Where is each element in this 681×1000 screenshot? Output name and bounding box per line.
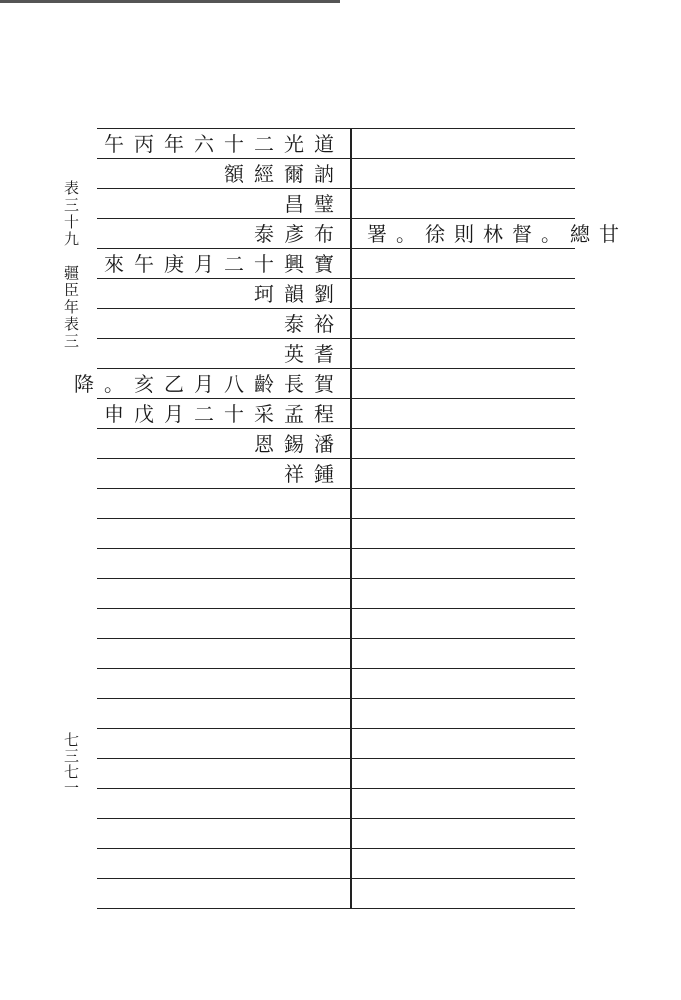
right-cell (352, 789, 575, 818)
left-cell (97, 609, 350, 638)
right-cell (352, 219, 628, 248)
table-row (97, 788, 575, 818)
table-row (97, 188, 575, 218)
left-cell (97, 309, 350, 338)
right-cell (352, 519, 575, 548)
left-cell (97, 129, 350, 158)
right-cell (352, 429, 575, 458)
left-cell (97, 399, 350, 428)
left-cell (97, 639, 350, 668)
left-cell (97, 279, 350, 308)
table-row (97, 548, 575, 578)
official-entry: 午丙年六十二光道 (104, 132, 344, 156)
official-entry: 泰彥布 (254, 222, 344, 246)
table-row (97, 518, 575, 548)
official-entry: 英耆 (284, 342, 344, 366)
left-cell (97, 549, 350, 578)
official-entry: 泰裕 (284, 312, 344, 336)
table-row (97, 308, 575, 338)
top-border-rule (0, 0, 340, 3)
table-row (97, 668, 575, 698)
left-cell (97, 789, 350, 818)
left-cell (97, 879, 350, 908)
left-cell (97, 519, 350, 548)
right-cell (352, 399, 575, 428)
right-cell (352, 849, 575, 878)
right-cell (352, 489, 575, 518)
left-cell (97, 819, 350, 848)
table-row (97, 848, 575, 878)
official-entry: 來午庚月二十興寶 (104, 252, 344, 276)
right-cell (352, 309, 575, 338)
left-cell (97, 339, 350, 368)
page-number: 七三七一 (62, 732, 80, 796)
right-cell (352, 159, 575, 188)
table-row (97, 218, 628, 248)
table-row (97, 878, 575, 908)
table-row (97, 338, 575, 368)
left-cell (97, 849, 350, 878)
right-cell (352, 339, 575, 368)
table-row (97, 818, 575, 848)
governor-entry: 署。徐則林督。總甘 (367, 222, 628, 246)
official-entry: 昌璧 (284, 192, 344, 216)
right-cell (352, 579, 575, 608)
right-cell (352, 549, 575, 578)
official-entry: 降。亥乙月八齡長賀 (74, 372, 344, 396)
right-cell (352, 729, 575, 758)
year-table (74, 128, 628, 909)
table-bottom-rule (97, 908, 575, 909)
table-row (97, 158, 575, 188)
table-row (74, 368, 575, 398)
side-title: 表三十九 疆臣年表三 (62, 180, 80, 350)
table-row (97, 698, 575, 728)
right-cell (352, 699, 575, 728)
table-row (97, 128, 575, 158)
right-cell (352, 189, 575, 218)
right-cell (352, 369, 575, 398)
table-row (97, 248, 575, 278)
left-cell (74, 369, 350, 398)
left-cell (97, 429, 350, 458)
right-cell (352, 459, 575, 488)
official-entry: 祥鍾 (284, 462, 344, 486)
right-cell (352, 129, 575, 158)
table-row (97, 428, 575, 458)
right-cell (352, 669, 575, 698)
left-cell (97, 669, 350, 698)
left-cell (97, 699, 350, 728)
left-cell (97, 249, 350, 278)
table-row (97, 578, 575, 608)
table-row (97, 488, 575, 518)
table-row (97, 758, 575, 788)
official-entry: 申戊月二十采孟程 (104, 402, 344, 426)
left-cell (97, 489, 350, 518)
right-cell (352, 759, 575, 788)
left-cell (97, 219, 350, 248)
table-row (97, 458, 575, 488)
table-row (97, 278, 575, 308)
left-cell (97, 159, 350, 188)
official-entry: 恩錫潘 (254, 432, 344, 456)
right-cell (352, 819, 575, 848)
table-row (97, 728, 575, 758)
left-cell (97, 189, 350, 218)
left-cell (97, 579, 350, 608)
table-row (97, 608, 575, 638)
official-entry: 珂韻劉 (254, 282, 344, 306)
left-cell (97, 759, 350, 788)
right-cell (352, 879, 575, 908)
right-cell (352, 609, 575, 638)
table-row (97, 398, 575, 428)
right-cell (352, 279, 575, 308)
right-cell (352, 249, 575, 278)
table-rows (74, 128, 628, 909)
left-cell (97, 729, 350, 758)
right-cell (352, 639, 575, 668)
left-cell (97, 459, 350, 488)
official-entry: 額經爾訥 (224, 162, 344, 186)
table-row (97, 638, 575, 668)
